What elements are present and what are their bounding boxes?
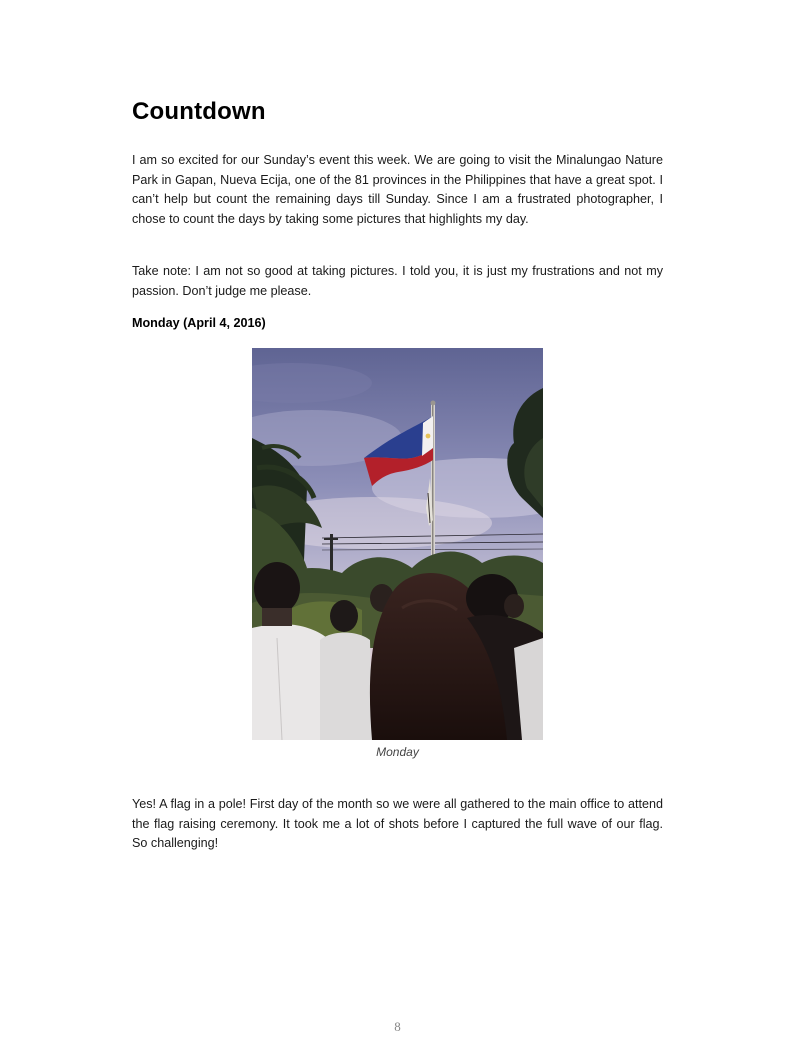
monday-paragraph: Yes! A flag in a pole! First day of the month so we were all gathered to the main office to attend the flag raising ceremony. It took me a lot of shots before I captured the full wave of our flag. So challenging! [132, 797, 663, 850]
note-paragraph: Take note: I am not so good at taking pictures. I told you, it is just my frustrations and not my passion. Don’t judge me please. [132, 264, 663, 298]
section-heading: Monday (April 4, 2016) [132, 316, 266, 330]
intro-paragraph: I am so excited for our Sunday’s event this week. We are going to visit the Minalungao Nature Park in Gapan, Nueva Ecija, one of the 81 provinces in the Philippines that have a great spot. I can’t help but count the remaining days till Sunday. Since I am a frustrated photographer, I chose to count the days by taking some pictures that highlights my day. [132, 153, 663, 226]
page-number: 8 [394, 1019, 401, 1034]
flag-photo [252, 348, 543, 740]
figure-caption: Monday [376, 745, 419, 759]
page-title: Countdown [132, 98, 266, 125]
